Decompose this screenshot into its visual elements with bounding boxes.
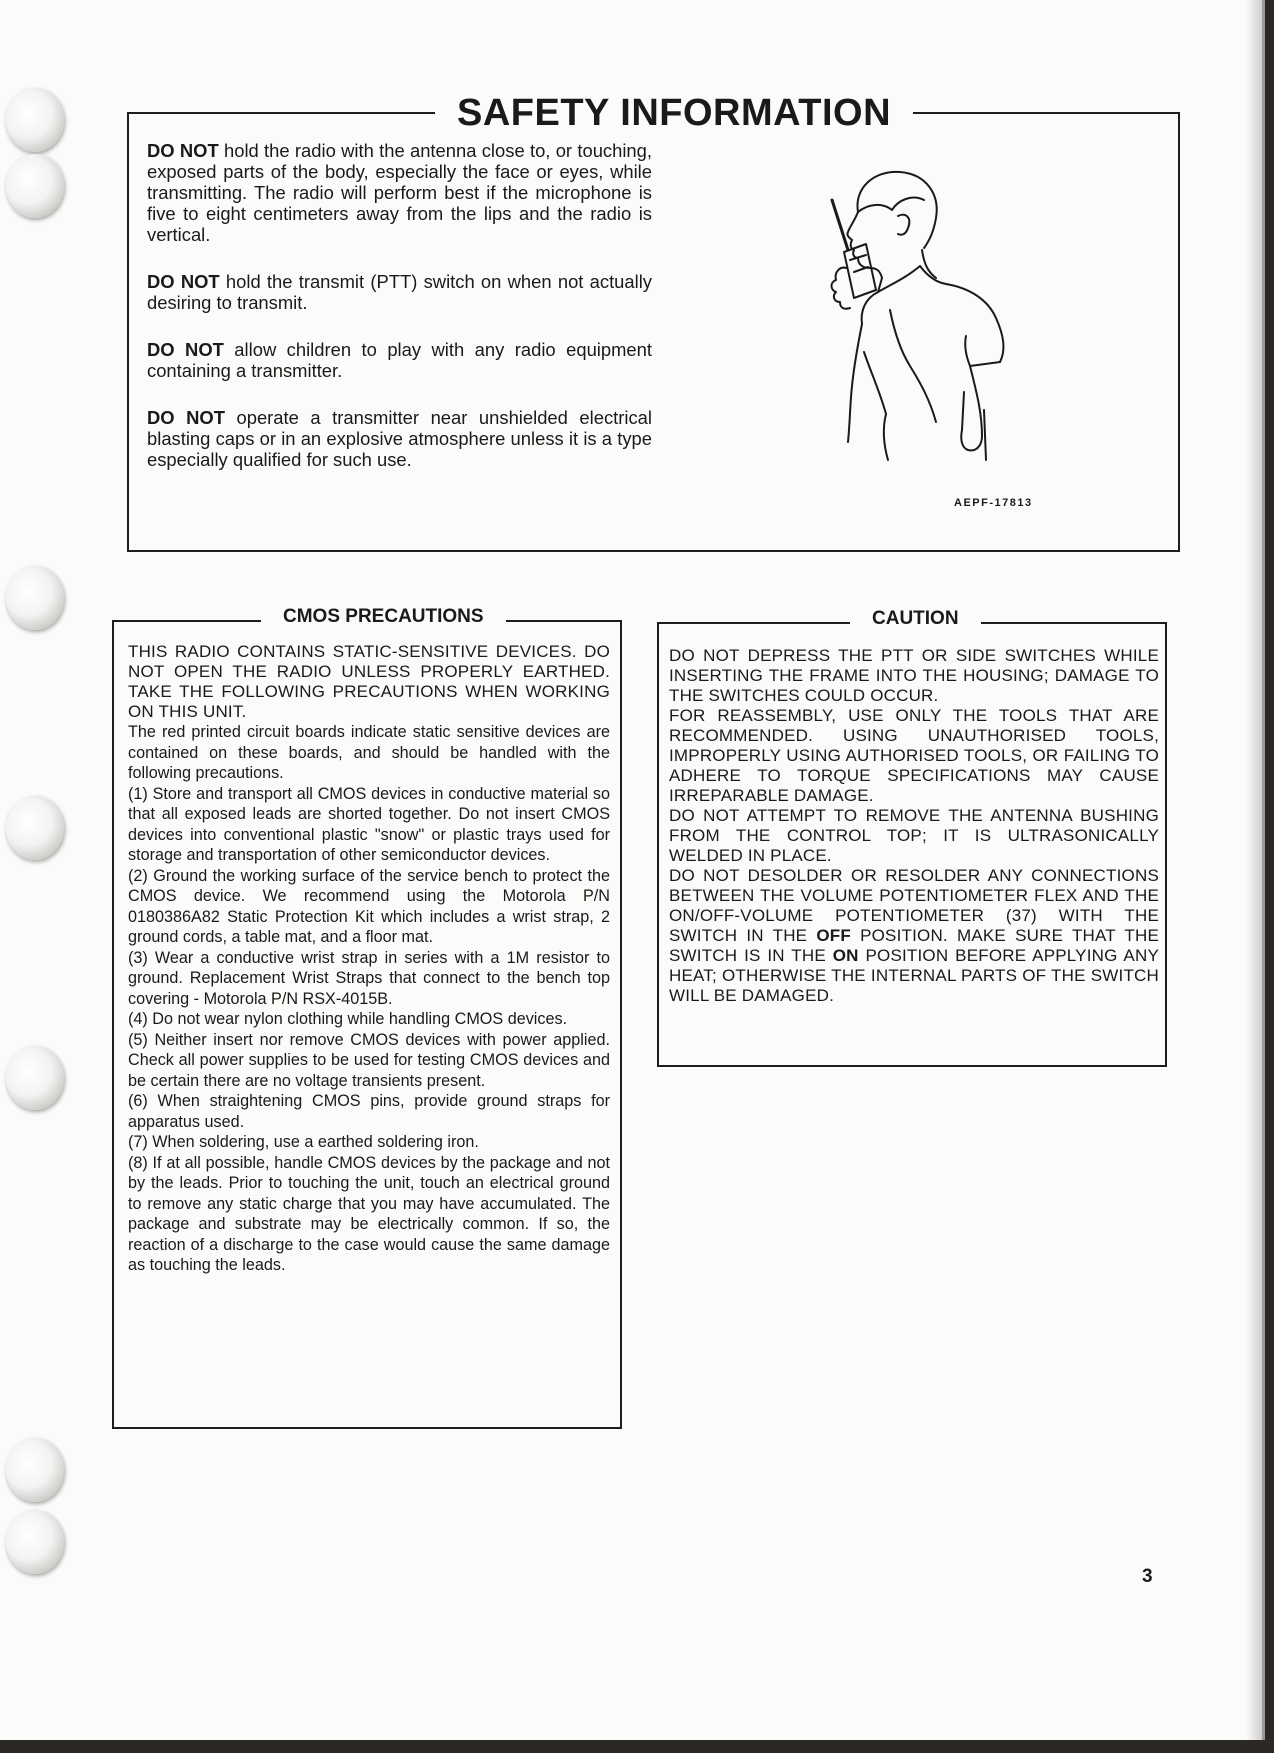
cmos-step: (6) When straightening CMOS pins, provide ground straps for apparatus used. [128, 1092, 610, 1131]
binder-hole-5-icon [6, 1046, 64, 1110]
cmos-step: (7) When soldering, use a earthed soldering iron. [128, 1133, 479, 1151]
warning-text: hold the transmit (PTT) switch on when not actually desiring to transmit. [147, 271, 653, 313]
caution-text [669, 646, 1159, 1006]
figure-code: AEPF-17813 [954, 497, 1033, 509]
safety-warning-item [147, 271, 652, 313]
binder-hole-2-icon [6, 154, 64, 218]
caution-text-run: POSITION BEFORE APPLYING ANY HEAT; OTHERWISE THE INTERNAL PARTS OF THE SWITCH WILL BE DAMAGED. [669, 946, 1159, 1005]
safety-warning-item [147, 339, 652, 381]
caution-off-emphasis: OFF [816, 926, 851, 945]
binder-hole-7-icon [6, 1510, 64, 1574]
cmos-step: (8) If at all possible, handle CMOS devices by the package and not by the leads. Prior to touching the unit, touch an electrical ground to remove any static charge that you may have accumulated. The package and substrate may be electrically common. If so, the reaction of a discharge to the case would cause the same damage as touching the leads. [128, 1153, 610, 1274]
warning-emphasis: DO NOT [147, 140, 219, 161]
warning-text: operate a transmitter near unshielded electrical blasting caps or in an explosive atmosphere unless it is a type especially qualified for such use. [147, 407, 652, 470]
safety-warnings [147, 140, 652, 496]
binder-hole-3-icon [6, 566, 64, 630]
warning-text: allow children to play with any radio equipment containing a transmitter. [147, 339, 652, 381]
safety-warning-item [147, 140, 652, 245]
man-with-radio-illustration [770, 160, 1050, 480]
cmos-step: (1) Store and transport all CMOS devices in conductive material so that all exposed leads are shorted together. Do not insert CMOS devices into conventional plastic "snow" or plastic trays used for storage and transportation of other semiconductor devices. [128, 784, 610, 864]
cmos-step: (2) Ground the working surface of the service bench to protect the CMOS device. We recommend using the Motorola P/N 0180386A82 Static Protection Kit which includes a wrist strap, 2 ground cords, a table mat, and a floor mat. [128, 866, 610, 946]
page-edge-shadow [1246, 0, 1262, 1740]
page-number: 3 [1142, 1566, 1153, 1587]
warning-emphasis: DO NOT [147, 407, 225, 428]
binder-hole-6-icon [6, 1438, 64, 1502]
warning-text: hold the radio with the antenna close to, or touching, exposed parts of the body, especially the face or eyes, while transmitting. The radio will perform best if the microphone is five to eight centimeters away from the lips and the radio is vertical. [147, 140, 652, 245]
cmos-step: (3) Wear a conductive wrist strap in series with a 1M resistor to ground. Replacement Wrist Straps that connect to the bench top covering - Motorola P/N RSX-4015B. [128, 948, 610, 1008]
binder-hole-1-icon [6, 88, 64, 152]
cmos-step: (5) Neither insert nor remove CMOS devices with power applied. Check all power supplies to be used for testing CMOS devices and be certain there are no voltage transients present. [128, 1030, 610, 1090]
caution-text-run: POSITION. MAKE SURE THAT THE SWITCH IS IN THE [669, 926, 1159, 965]
warning-emphasis: DO NOT [147, 339, 224, 360]
cmos-step: (4) Do not wear nylon clothing while handling CMOS devices. [128, 1010, 568, 1028]
binder-hole-4-icon [6, 796, 64, 860]
caution-text-run: DO NOT DESOLDER OR RESOLDER ANY CONNECTIONS BETWEEN THE VOLUME POTENTIOMETER FLEX AND THE ON/OFF-VOLUME POTENTIOMETER (37) WITH THE SWITCH IN THE [669, 866, 1159, 945]
cmos-precautions-title: CMOS PRECAUTIONS [261, 606, 506, 628]
caution-title: CAUTION [850, 608, 981, 630]
caution-paragraph [669, 866, 1159, 1006]
safety-warning-item [147, 407, 652, 470]
warning-emphasis: DO NOT [147, 271, 220, 292]
caution-paragraph: DO NOT ATTEMPT TO REMOVE THE ANTENNA BUSHING FROM THE CONTROL TOP; IT IS ULTRASONICALLY WELDED IN PLACE. [669, 806, 1159, 865]
cmos-intro: THIS RADIO CONTAINS STATIC-SENSITIVE DEVICES. DO NOT OPEN THE RADIO UNLESS PROPERLY EARTHED. TAKE THE FOLLOWING PRECAUTIONS WHEN WORKING ON THIS UNIT. [128, 642, 610, 721]
cmos-precautions-text [128, 642, 610, 1276]
caution-on-emphasis: ON [832, 946, 859, 965]
safety-information-title: SAFETY INFORMATION [435, 92, 913, 135]
caution-paragraph: DO NOT DEPRESS THE PTT OR SIDE SWITCHES WHILE INSERTING THE FRAME INTO THE HOUSING; DAMAGE TO THE SWITCHES COULD OCCUR. [669, 646, 1159, 705]
caution-paragraph: FOR REASSEMBLY, USE ONLY THE TOOLS THAT ARE RECOMMENDED. USING UNAUTHORISED TOOLS, IMPROPERLY USING AUTHORISED TOOLS, OR FAILING TO ADHERE TO TORQUE SPECIFICATIONS MAY CAUSE IRREPARABLE DAMAGE. [669, 706, 1159, 805]
cmos-paragraph: The red printed circuit boards indicate static sensitive devices are contained on these boards, and should be handled with the following precautions. [128, 723, 610, 782]
